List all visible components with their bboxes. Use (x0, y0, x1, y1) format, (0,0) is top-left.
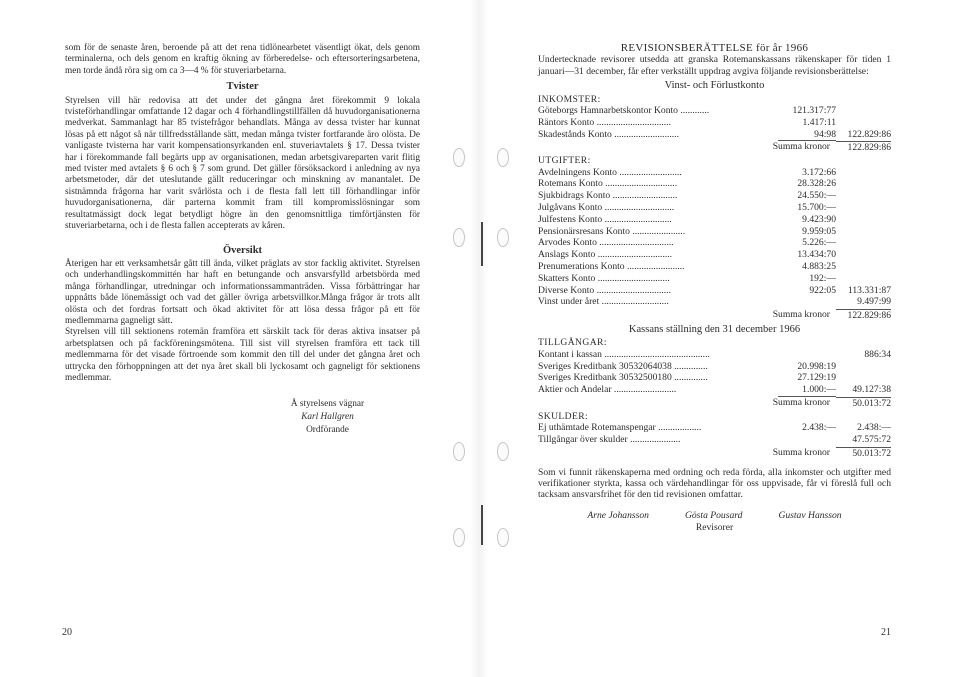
summa-value: 122.829:86 (836, 141, 891, 153)
oversikt-paragraph-2: Styrelsen vill till sektionens rotemän framföra ett särskilt tack för deras aktiva insatser på arbetsplatsen och på fackföreningsmötena. Till sist vill styrelsen framföra ett tack till medlemmarna för det visade förtroende som kommit den till del under det gångna året och uttrycka den förhoppningen att det nya året skall bli lyckosamt och gagneligt för sektionens medlemmar. (65, 327, 420, 383)
ledger-row (538, 361, 891, 373)
right-page (479, 0, 959, 677)
signoff-name: Karl Hallgren (301, 412, 354, 423)
ledger-amount: 4.883:25 (802, 261, 836, 272)
ledger-row (538, 422, 891, 434)
ledger-label: Avdelningens Konto .......................... (538, 166, 682, 178)
ledger-row (538, 167, 891, 179)
ledger-row (538, 285, 891, 297)
utgifter-label: UTGIFTER: (538, 155, 591, 167)
ledger-label: Prenumerations Konto ........................ (538, 261, 685, 272)
ledger-total: 886:34 (864, 348, 891, 360)
ledger-label: Sveriges Kreditbank 30532500180 .............. (538, 372, 708, 384)
ledger-amount: 1.417:11 (802, 116, 836, 128)
ledger-row (538, 178, 891, 190)
summa-value: 50.013:72 (836, 397, 891, 409)
ledger-total: 9.497:99 (857, 296, 891, 308)
ledger-label: Göteborgs Hamnarbetskontor Konto ............ (538, 105, 710, 117)
ledger-label: Diverse Konto ............................... (538, 284, 671, 296)
summa-label: Summa kronor (772, 309, 830, 321)
ledger-row (538, 372, 891, 384)
punch-hole (453, 228, 465, 247)
tillgangar-label: TILLGÅNGAR: (538, 337, 607, 349)
punch-hole (453, 148, 465, 167)
skulder-summa-row (538, 447, 891, 459)
auditor-signatures (538, 510, 891, 521)
ledger-row (538, 249, 891, 261)
ledger-amount: 9.423:90 (802, 213, 836, 225)
ledger-label: Julgåvans Konto ............................. (538, 202, 675, 214)
tvister-heading: Tvister (226, 81, 259, 93)
ledger-row (538, 129, 891, 141)
skulder-label: SKULDER: (538, 410, 589, 422)
oversikt-heading: Översikt (222, 244, 263, 256)
ledger-row (538, 117, 891, 129)
utgifter-list (538, 167, 891, 309)
inkomster-summa-row (538, 141, 891, 153)
signoff-role: Ordförande (306, 425, 349, 436)
punch-hole (453, 442, 465, 461)
ledger-amount: 20.998:19 (797, 360, 836, 372)
ledger-label: Pensionärsresans Konto ...................... (538, 225, 686, 237)
closing-paragraph: Som vi funnit räkenskaperna med ordning och reda förda, alla inkomster och utgifter med verifikationer styrkta, kassa och värdehandlingar för oss uppvisade, får vi föreslå full och tacksam ansvarsfrihet för den tid revisionen omfattar. (538, 466, 891, 501)
inkomster-label: INKOMSTER: (538, 93, 601, 105)
page-number-right: 21 (881, 627, 891, 638)
ledger-row (538, 384, 891, 396)
ledger-total: 47.575:72 (852, 433, 891, 445)
ledger-label: Kontant i kassan ............................................ (538, 348, 710, 360)
ledger-label: Sveriges Kreditbank 30532064038 .............. (538, 360, 708, 372)
ledger-label: Skatters Konto .............................. (538, 272, 670, 284)
ledger-label: Vinst under året ............................ (538, 296, 669, 308)
ledger-label: Julfestens Konto ............................ (538, 213, 672, 225)
revision-intro: Undertecknade revisorer utsedda att granska Rotemanskassans räkenskaper för tiden 1 januari—31 december, får efter verkställt uppdrag avgiva följande revisionsberättelse: (538, 54, 891, 77)
kassans-heading: Kassans ställning den 31 december 1966 (628, 323, 801, 335)
tvister-paragraph: Styrelsen vill här redovisa att det under det gångna året förekommit 9 lokala tvisteförhandlingar omfattande 12 dagar och 4 förhandlingstillfällen då huvudorganisationerna medverkat. Sammanlagt har 85 tvistefrågor behandlats. Många av dessa tvister har kunnat lösas på ett något så när tillfredsställande sätt, medan många tvister fortfarande äro olösta. De vanligaste tvisterna har varit kompensationsyrkanden enl. stuveriavtalets § 17. Dessa tvister har i förekommande fall begärts upp av organisationen, medan arbetsgivareparten varit flitig med tvister med avtalets § 6 och § 7 som grund. Det gäller försöksackord i anledning av nya arbetsmetoder, där det uteslutande gällt reduceringar och minskning av manantalet. De sistnämnda frågorna har varit svårlösta och i de flesta fall lett till förhandlingar inför huvudorganisationerna, där parterna kommit fram till kompromisslösningar som resultatmässigt dock legat betydligt högre än den genomsnittliga timförtjänsten för stuveriarbetarna, och i de flesta fallen accepterats av kåren. (65, 95, 420, 232)
signature: Arne Johansson (587, 510, 649, 522)
summa-value: 122.829:86 (836, 309, 891, 321)
tillgangar-summa-row (538, 397, 891, 409)
ledger-row (538, 237, 891, 249)
ledger-row (538, 349, 891, 361)
ledger-label: Anslags Konto ............................... (538, 249, 673, 261)
ledger-amount: 15.700:— (797, 202, 836, 214)
page-number-left: 20 (62, 627, 72, 638)
ledger-amount: 1.000:— (778, 384, 836, 396)
skulder-list (538, 422, 891, 446)
intro-paragraph: som för de senaste åren, beroende på att det rena tidlönearbetet väsentligt ökat, dels genom terminalerna, och dels genom en kraftig ökning av förberedelse- och eftersorteringsarbetena, men torde ändå röra sig om ca 3—4 % för stuveriarbetarna. (65, 43, 420, 76)
summa-label: Summa kronor (772, 141, 830, 153)
ledger-row (538, 226, 891, 238)
ledger-amount: 3.172:66 (802, 166, 836, 178)
ledger-amount: 9.959:05 (802, 225, 836, 237)
signatures-role: Revisorer (695, 521, 734, 533)
summa-label: Summa kronor (772, 446, 830, 458)
ledger-row (538, 296, 891, 308)
ledger-row (538, 105, 891, 117)
ledger-amount: 24.550:— (797, 190, 836, 202)
ledger-label: Tillgångar över skulder ..................... (538, 433, 681, 445)
ledger-label: Aktier och Andelar .......................... (538, 384, 677, 396)
ledger-amount: 13.434:70 (797, 249, 836, 261)
right-column (538, 43, 891, 533)
summa-label: Summa kronor (772, 396, 830, 408)
signature: Gösta Pousard (684, 510, 743, 522)
ledger-amount: 94:98 (778, 129, 836, 141)
inkomster-list (538, 105, 891, 140)
signoff-greeting: Å styrelsens vägnar (290, 399, 365, 410)
summa-value: 50.013:72 (836, 447, 891, 459)
ledger-label: Räntors Konto ............................... (538, 116, 671, 128)
signoff (235, 398, 420, 437)
ledger-row (538, 190, 891, 202)
ledger-amount: 2.438:— (802, 422, 836, 434)
oversikt-paragraph-1: Återigen har ett verksamhetsår gått till ända, vilket präglats av stor facklig aktivitet. Styrelsen och underhandlingskommittén har haft en betungande och ansvarsfylld arbetsbörda med många förhandlingar, utredningar och informationssammanträden. Vissa förbättringar har uppnåtts både lönemässigt och vad det gäller övriga arbetsvillkor.Många frågor är trots allt olösta och det fordras fortsatt och ökad aktivitet för att lösa dessa frågor på ett för medlemmarna gagneligt sätt. (65, 258, 420, 326)
ledger-amount: 28.328:26 (797, 178, 836, 190)
ledger-total: 122.829:86 (847, 128, 891, 140)
ledger-amount: 192:— (809, 272, 836, 284)
revision-title: REVISIONSBERÄTTELSE för år 1966 (620, 42, 809, 54)
ledger-amount: 121.317:77 (792, 105, 836, 117)
ledger-row (538, 214, 891, 226)
ledger-amount: 5.226:— (802, 237, 836, 249)
ledger-row (538, 273, 891, 285)
punch-hole (453, 528, 465, 547)
utgifter-summa-row (538, 309, 891, 321)
ledger-total: 49.127:38 (852, 384, 891, 396)
ledger-row (538, 434, 891, 446)
ledger-label: Skadestånds Konto ........................... (538, 128, 679, 140)
vinst-heading: Vinst- och Förlustkonto (664, 80, 765, 92)
ledger-row (538, 202, 891, 214)
ledger-label: Sjukbidrags Konto ........................... (538, 190, 678, 202)
ledger-amount: 922:05 (809, 284, 836, 296)
ledger-label: Rotemans Konto .............................. (538, 178, 678, 190)
ledger-label: Ej uthämtade Rotemanspengar .................. (538, 422, 702, 434)
left-column (65, 43, 420, 437)
ledger-total: 113.331:87 (847, 284, 891, 296)
ledger-row (538, 261, 891, 273)
ledger-total: 2.438:— (857, 422, 891, 434)
left-page (0, 0, 479, 677)
tillgangar-list (538, 349, 891, 396)
ledger-amount: 27.129:19 (797, 372, 836, 384)
ledger-label: Arvodes Konto ............................... (538, 237, 674, 249)
signature: Gustav Hansson (778, 510, 842, 522)
